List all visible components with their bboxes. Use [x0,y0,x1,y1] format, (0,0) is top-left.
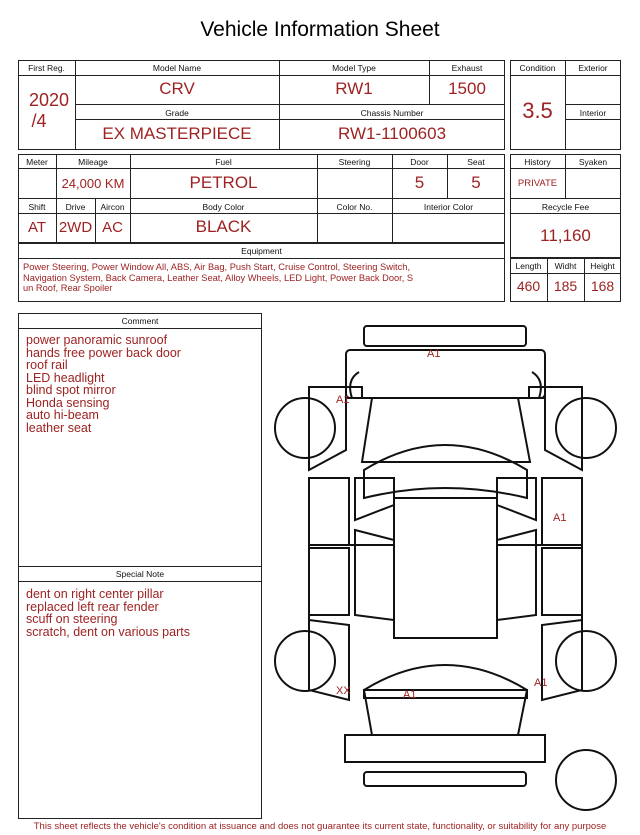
aircon-label: Aircon [100,202,125,212]
chassis-number-value: RW1-1100603 [337,124,447,143]
comment-item: roof rail [26,358,68,372]
interior-label: Interior [579,108,607,118]
model-type-label: Model Type [332,63,376,73]
exhaust-label: Exhaust [451,63,483,73]
grade-label: Grade [165,108,189,118]
roof-front-part [364,445,527,498]
drive-value: 2WD [58,219,93,236]
syaken-label: Syaken [578,157,608,167]
comment-item: leather seat [26,420,92,435]
color-no-label: Color No. [336,202,373,212]
body-color-value: BLACK [195,217,252,236]
fuel-value: PETROL [189,173,258,192]
special-note-label: Special Note [115,569,165,579]
windshield-part [362,398,530,462]
damage-mark-rear-center: A1 [403,689,417,701]
recycle-fee-label: Recycle Fee [541,202,590,212]
first-reg-label: First Reg. [28,63,65,73]
grade-value: EX MASTERPIECE [102,124,252,143]
aircon-value: AC [102,219,123,236]
exterior-label: Exterior [578,63,608,73]
damage-mark-front-left: A1 [336,394,350,406]
wheel-rear-right [556,631,616,691]
special-note-item: scuff on steering [26,612,118,626]
damage-mark-rear-left: XX [336,685,351,697]
wheel-front-right [556,398,616,458]
history-value: PRIVATE [517,178,558,189]
special-note-list [26,588,256,638]
comment-item: power panoramic sunroof [26,333,168,347]
rear-bumper-part [345,735,545,762]
roof-part [394,498,497,638]
right-rear-door-part [542,548,582,615]
width-label: Widht [554,261,577,271]
steering-label: Steering [338,157,371,167]
door-value: 5 [414,173,425,192]
first-reg-year: 2020 [28,90,70,110]
history-label: History [524,157,551,167]
equipment-text: Power Steering, Power Window All, ABS, Air Bag, Push Start, Cruise Control, Steering Switch, Navigation System, Back Camera, Leather Seat, Alloy Wheels, LED Light, Power Back Door, Sun Roof, Rear Spoiler [23,262,414,293]
meter-label: Meter [26,157,48,167]
drive-label: Drive [65,202,86,212]
fuel-label: Fuel [215,157,232,167]
height-label: Height [590,261,615,271]
model-name-value: CRV [159,79,195,98]
chassis-number-label: Chassis Number [360,108,424,118]
rear-window-part [364,665,527,698]
body-color-label: Body Color [202,202,245,212]
comment-item: hands free power back door [26,345,181,360]
damage-mark-right-side: A1 [553,512,567,524]
mileage-label: Mileage [78,157,108,167]
length-value: 460 [516,278,541,294]
comment-label: Comment [121,316,159,326]
recycle-fee-value: 11,160 [540,226,591,245]
disclaimer-footer: This sheet reflects the vehicle's condition at issuance and does not guarantee its current state, functionality, or suitability for any purpose [33,821,607,832]
special-note-item: replaced left rear fender [26,599,159,614]
shift-label: Shift [28,202,46,212]
damage-mark-front-bumper: A1 [427,348,441,360]
shift-value: AT [27,219,47,236]
exhaust-value: 1500 [448,79,486,98]
rear-panel-part [364,772,526,786]
left-front-door-part [309,478,349,545]
back-door-part [364,690,527,735]
spare-tire [556,750,616,810]
front-bumper-part [364,326,526,346]
comment-item: auto hi-beam [26,408,99,422]
mileage-value: 24,000 KM [61,176,125,191]
equipment-label: Equipment [241,246,282,256]
seat-label: Seat [467,157,485,167]
hood-part [346,350,545,398]
comment-item: blind spot mirror [26,383,116,397]
model-type-value: RW1 [335,79,373,98]
condition-value: 3.5 [522,98,553,123]
width-value: 185 [553,278,578,294]
condition-label: Condition [519,63,556,73]
seat-value: 5 [471,173,481,192]
special-note-item: dent on right center pillar [26,587,164,601]
left-rear-door-part [309,548,349,615]
model-name-label: Model Name [152,63,202,73]
special-note-item: scratch, dent on various parts [26,624,190,639]
height-value: 168 [590,278,615,294]
car-damage-diagram [270,320,620,818]
wheel-front-left [275,398,335,458]
comment-item: LED headlight [26,370,105,385]
wheel-rear-left [275,631,335,691]
length-label: Length [515,261,542,271]
first-reg-month: /4 [31,111,47,131]
comment-item: Honda sensing [26,395,110,410]
sheet-title: Vehicle Information Sheet [200,18,440,41]
damage-mark-rear-right: A1 [534,677,548,689]
door-label: Door [410,157,429,167]
comment-list [26,334,256,434]
interior-color-label: Interior Color [423,202,474,212]
